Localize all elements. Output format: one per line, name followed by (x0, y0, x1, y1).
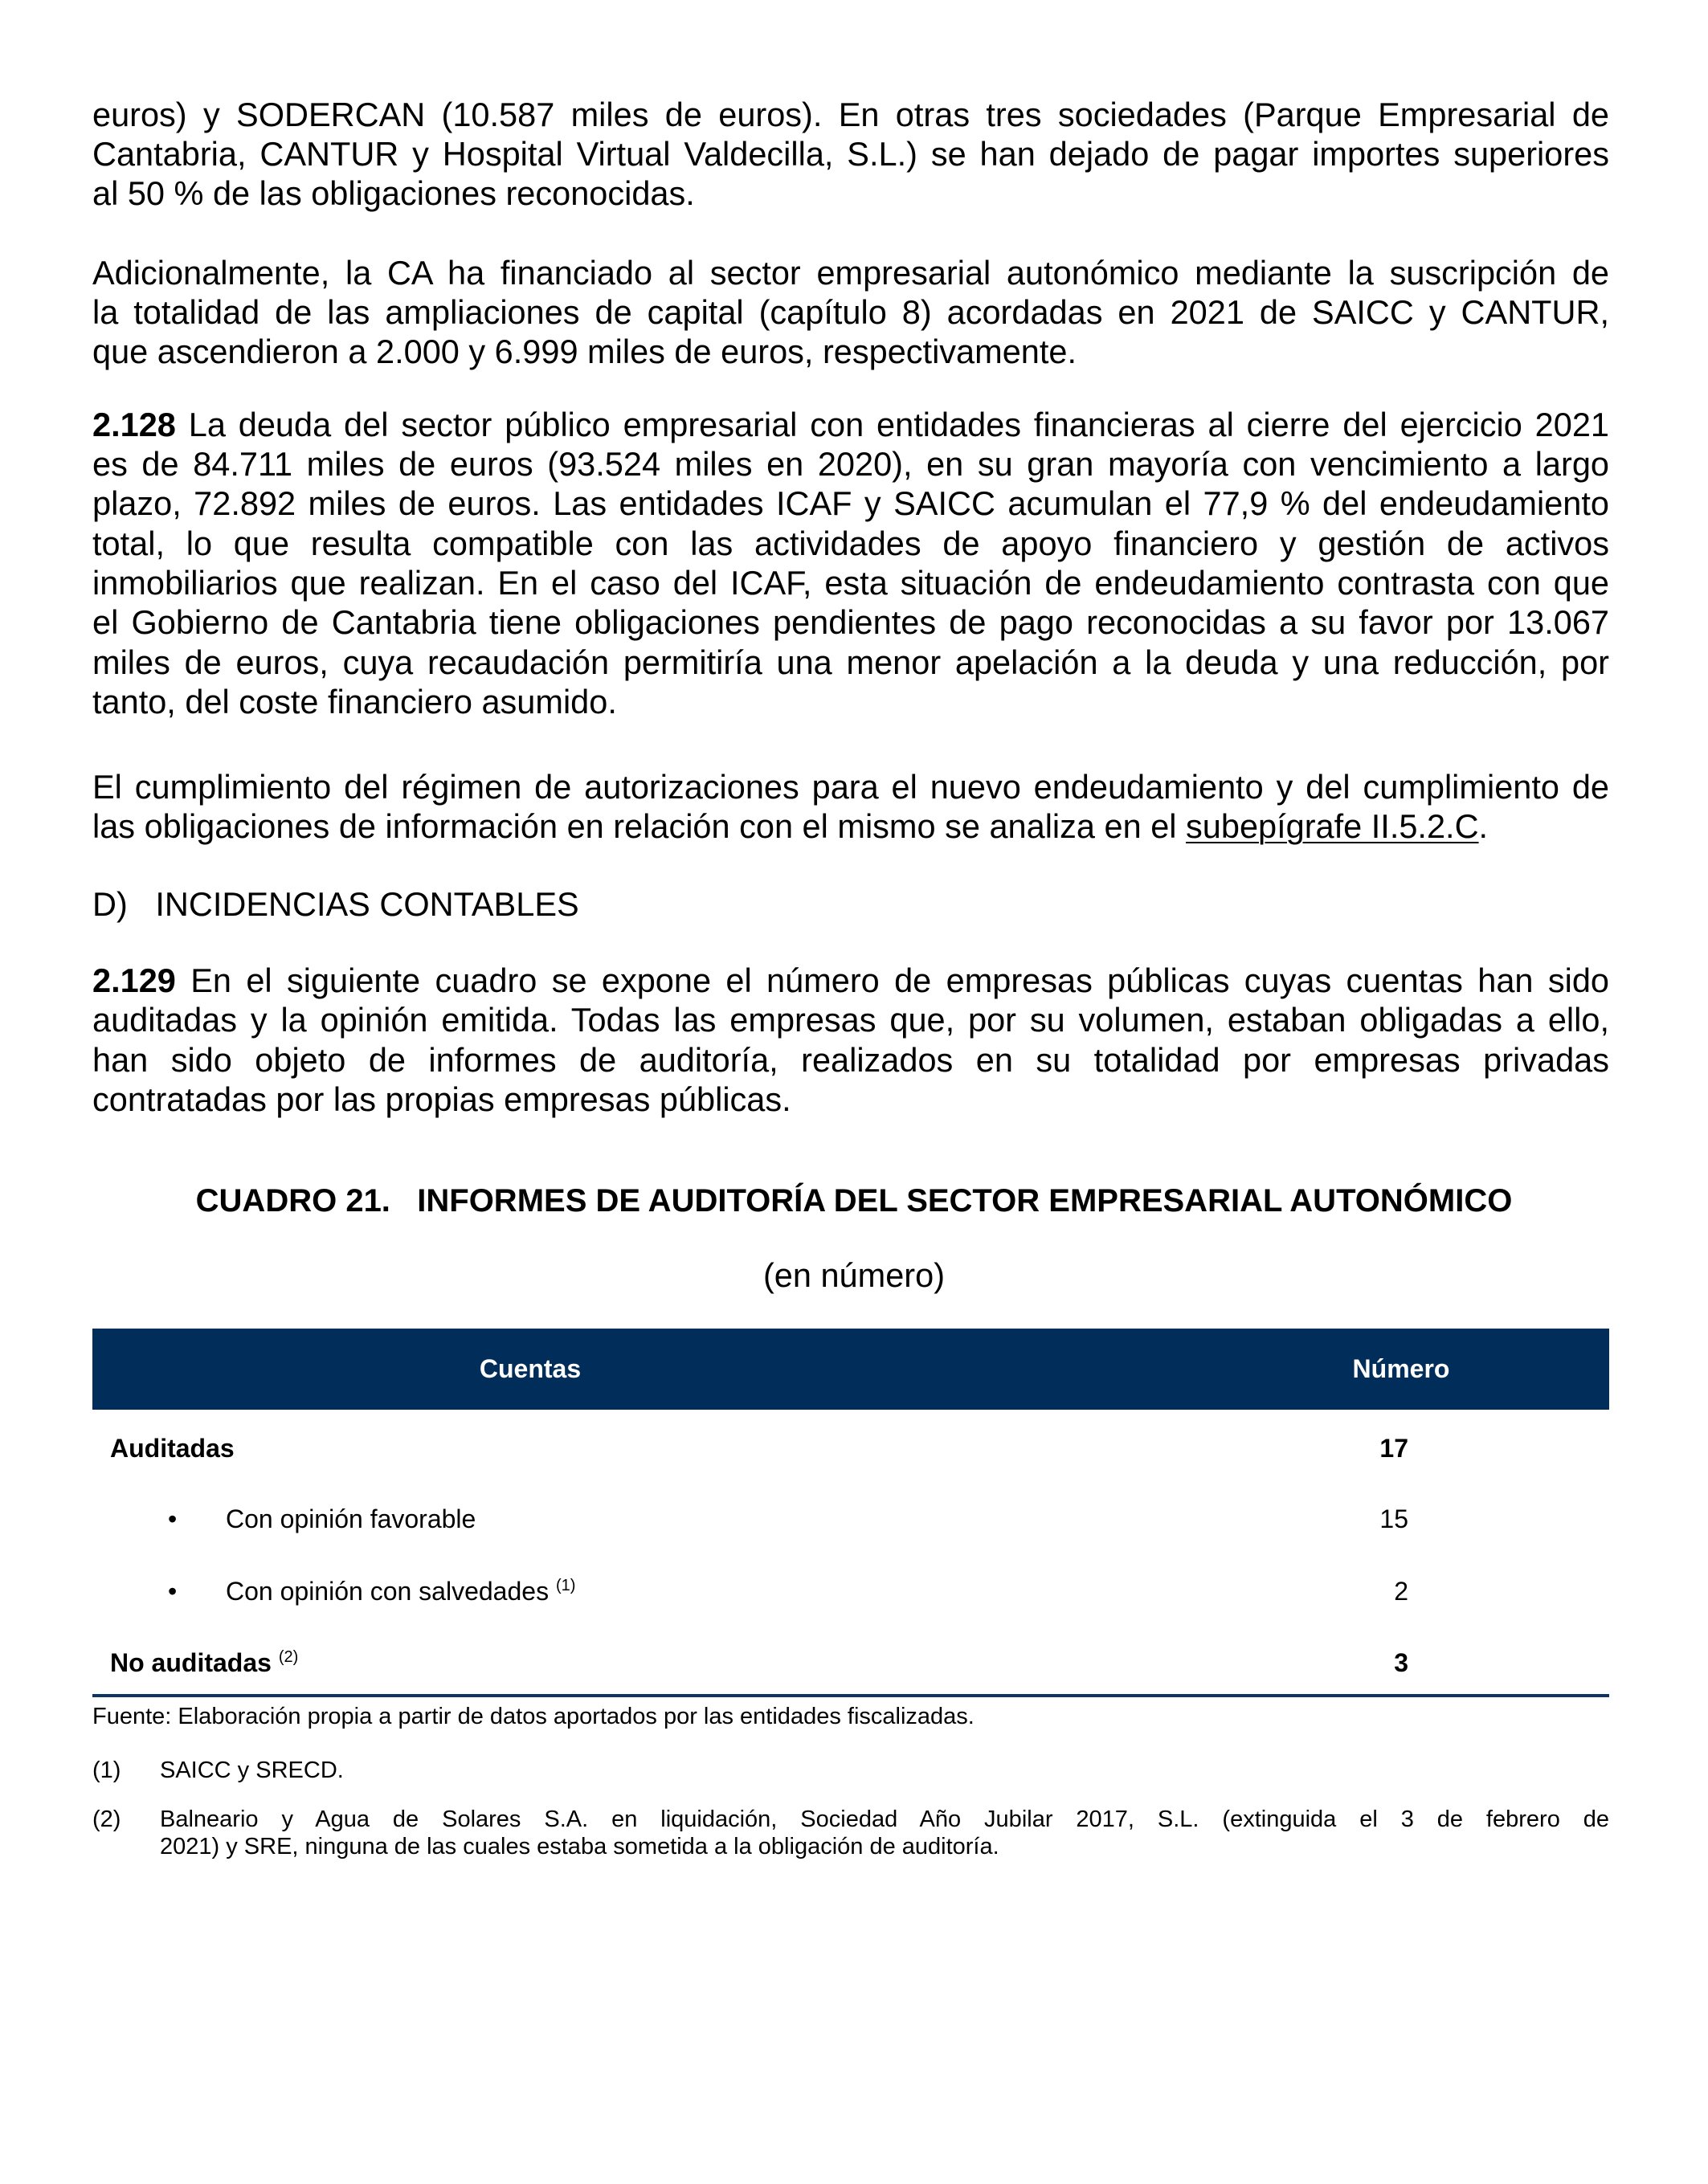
table-row (92, 1432, 1609, 1464)
text-line: Adicionalmente, la CA ha financiado al sector empresarial autonómico mediante la suscripción de (92, 254, 1609, 292)
table-row (92, 1575, 1609, 1607)
text-line: El cumplimiento del régimen de autorizaciones para el nuevo endeudamiento y del cumplimiento de (92, 768, 1609, 806)
table-bottom-rule (92, 1694, 1609, 1697)
column-header-cuentas: Cuentas (479, 1354, 582, 1383)
row-label: Auditadas (110, 1434, 235, 1463)
bullet-icon: • (168, 1577, 178, 1606)
source-note: Fuente: Elaboración propia a partir de datos aportados por las entidades fiscalizadas. (92, 1704, 975, 1729)
text-line: contratadas por las propias empresas públicas. (92, 1080, 791, 1118)
row-label: Con opinión favorable (226, 1504, 476, 1533)
text-line: miles de euros, cuya recaudación permitiría una menor apelación a la deuda y una reducción, por (92, 643, 1609, 681)
text-line: inmobiliarios que realizan. En el caso del ICAF, esta situación de endeudamiento contrasta con que (92, 564, 1609, 602)
text-line: tanto, del coste financiero asumido. (92, 683, 617, 721)
text-line: el Gobierno de Cantabria tiene obligaciones pendientes de pago reconocidas a su favor por 13.067 (92, 603, 1609, 641)
text-line: Cantabria, CANTUR y Hospital Virtual Valdecilla, S.L.) se han dejado de pagar importes superiores (92, 135, 1609, 173)
table-title: CUADRO 21. INFORMES DE AUDITORÍA DEL SECTOR EMPRESARIAL AUTONÓMICO (195, 1183, 1513, 1219)
table-header (92, 1329, 1609, 1410)
paragraph-number: 2.129 (92, 961, 176, 999)
text-line: es de 84.711 miles de euros (93.524 miles en 2020), en su gran mayoría con vencimiento a largo (92, 445, 1609, 483)
row-value: 2 (1394, 1577, 1408, 1606)
section-heading: D) INCIDENCIAS CONTABLES (92, 885, 579, 923)
text-line: 2.129 En el siguiente cuadro se expone el número de empresas públicas cuyas cuentas han sido (92, 961, 1609, 999)
text-line: 2.128 La deuda del sector público empresarial con entidades financieras al cierre del ejercicio 2021 (92, 406, 1609, 443)
table-subtitle: (en número) (762, 1256, 946, 1294)
text-line: las obligaciones de información en relación con el mismo se analiza en el subepígrafe II.5.2.C. (92, 807, 1489, 845)
table-row (92, 1647, 1609, 1679)
row-value: 15 (1379, 1504, 1408, 1533)
row-label: Con opinión con salvedades $^{(1)}$ (226, 1577, 576, 1606)
footnote-ref: (1) (555, 1577, 576, 1594)
text-line: total, lo que resulta compatible con las actividades de apoyo financiero y gestión de activos (92, 525, 1609, 562)
text-line: euros) y SODERCAN (10.587 miles de euros). En otras tres sociedades (Parque Empresarial de (92, 96, 1609, 133)
row-value: 3 (1394, 1648, 1408, 1677)
row-value: 17 (1379, 1434, 1408, 1463)
subepigrafe-link[interactable]: subepígrafe II.5.2.C (1186, 807, 1479, 845)
row-label: No auditadas $^{(2)}$ (110, 1648, 299, 1677)
text-line: auditadas y la opinión emitida. Todas las empresas que, por su volumen, estaban obligadas a ello, (92, 1001, 1609, 1039)
paragraph-number: 2.128 (92, 406, 176, 443)
column-header-numero: Número (1352, 1354, 1450, 1383)
text-line: que ascendieron a 2.000 y 6.999 miles de euros, respectivamente. (92, 333, 1077, 370)
bullet-icon: • (168, 1504, 178, 1533)
text-line: al 50 % de las obligaciones reconocidas. (92, 174, 695, 212)
text-line: han sido objeto de informes de auditoría, realizados en su totalidad por empresas privadas (92, 1041, 1609, 1079)
text-line: plazo, 72.892 miles de euros. Las entidades ICAF y SAICC acumulan el 77,9 % del endeudamiento (92, 484, 1609, 522)
footnote-ref: (2) (278, 1648, 299, 1666)
text-line: la totalidad de las ampliaciones de capital (capítulo 8) acordadas en 2021 de SAICC y CANTUR, (92, 293, 1609, 331)
table-row (92, 1503, 1609, 1535)
